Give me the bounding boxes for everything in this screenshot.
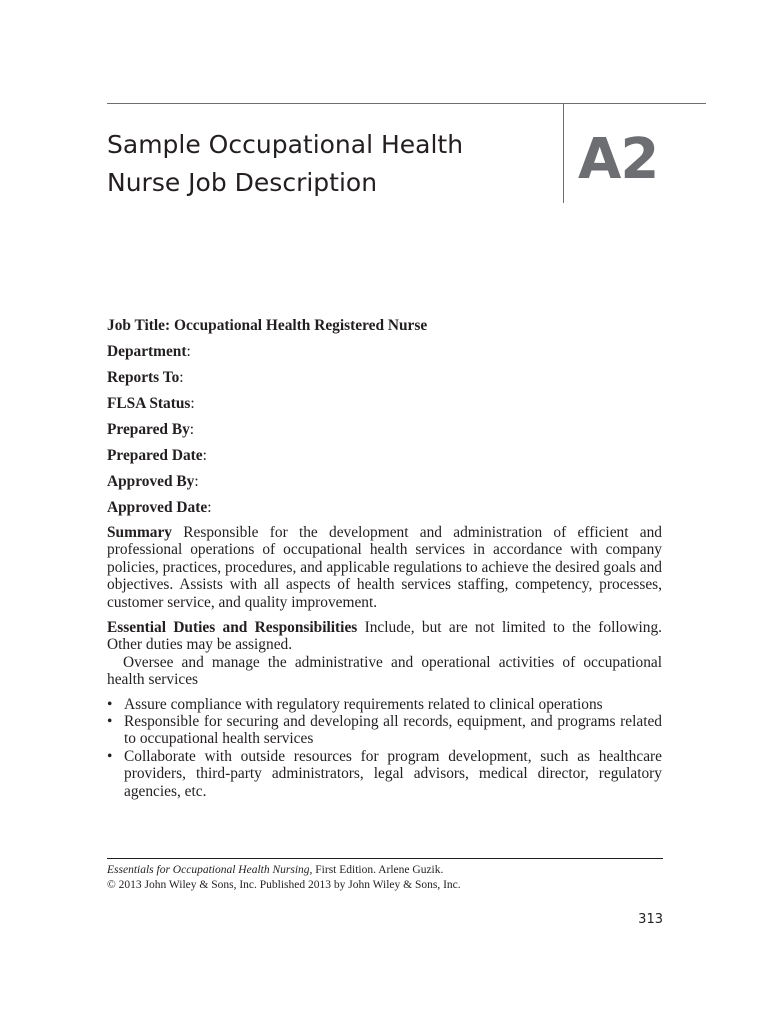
list-item [107,713,662,748]
copyright-line: © 2013 John Wiley & Sons, Inc. Published 2013 by John Wiley & Sons, Inc. [107,879,461,891]
chapter-title-line-1: Sample Occupational Health [107,130,464,159]
field-value: Occupational Health Registered Nurse [170,317,428,334]
field-label: Prepared Date [107,447,203,464]
field-reports-to [107,368,662,388]
field-label: Approved By [107,473,195,490]
field-value: : [207,499,212,516]
duties-text: Include, but are not limited to the following. Other duties may be assigned. [107,619,662,654]
job-description-body [107,316,662,800]
job-fields [107,316,662,518]
chapter-title-line-2: Nurse Job Description [107,168,378,197]
field-prepared-by [107,420,662,440]
duties-paragraph [107,619,662,654]
field-department [107,342,662,362]
field-label: Department [107,343,187,360]
field-prepared-date [107,446,662,466]
chapter-number: A2 [578,127,659,192]
citation-line [107,863,667,878]
page-number: 313 [638,912,663,927]
bullet-icon: • [107,747,113,765]
header-rule [107,103,706,104]
footer-citation [107,863,667,893]
chapter-divider [563,103,564,203]
duties-list [107,696,662,800]
book-edition: First Edition. Arlene Guzik. [312,864,444,876]
list-item [107,748,662,800]
field-approved-by [107,472,662,492]
field-value: : [189,421,195,438]
field-job-title [107,316,662,336]
summary-heading: Summary [107,524,172,541]
bullet-icon: • [107,713,113,731]
field-value: : [194,473,199,490]
list-item-text: Collaborate with outside resources for program development, such as healthcare providers, third-party administrators, legal advisors, medical director, regulatory agencies, etc. [124,747,662,800]
list-item-text: Assure compliance with regulatory requirements related to clinical operations [124,695,603,713]
chapter-title [107,126,547,202]
field-value: : [179,369,184,386]
summary-text: Responsible for the development and administration of efficient and professional operations of occupational health services in accordance with company policies, practices, procedures, and applicable regulations to achieve the desired goals and objectives. Assists with all aspects of health services staffing, competency, processes, customer service, and quality improvement. [107,524,662,611]
footer-rule [107,858,663,859]
field-approved-date [107,498,662,518]
duties-intro: Oversee and manage the administrative and operational activities of occupational health services [107,653,662,689]
duties-heading: Essential Duties and Responsibilities [107,619,358,637]
summary-paragraph [107,524,662,611]
field-label: Approved Date [107,499,208,516]
field-flsa-status [107,394,662,414]
field-label: Job Title: [107,317,171,334]
field-label: FLSA Status [107,395,191,412]
field-label: Prepared By [107,421,190,438]
field-value: : [190,395,195,412]
list-item [107,696,662,713]
field-value: : [202,447,207,464]
list-item-text: Responsible for securing and developing all records, equipment, and programs related to occupational health services [124,713,662,748]
book-title: Essentials for Occupational Health Nursing, [107,864,313,876]
field-value: : [186,343,191,360]
field-label: Reports To [107,369,180,386]
bullet-icon: • [107,695,113,713]
